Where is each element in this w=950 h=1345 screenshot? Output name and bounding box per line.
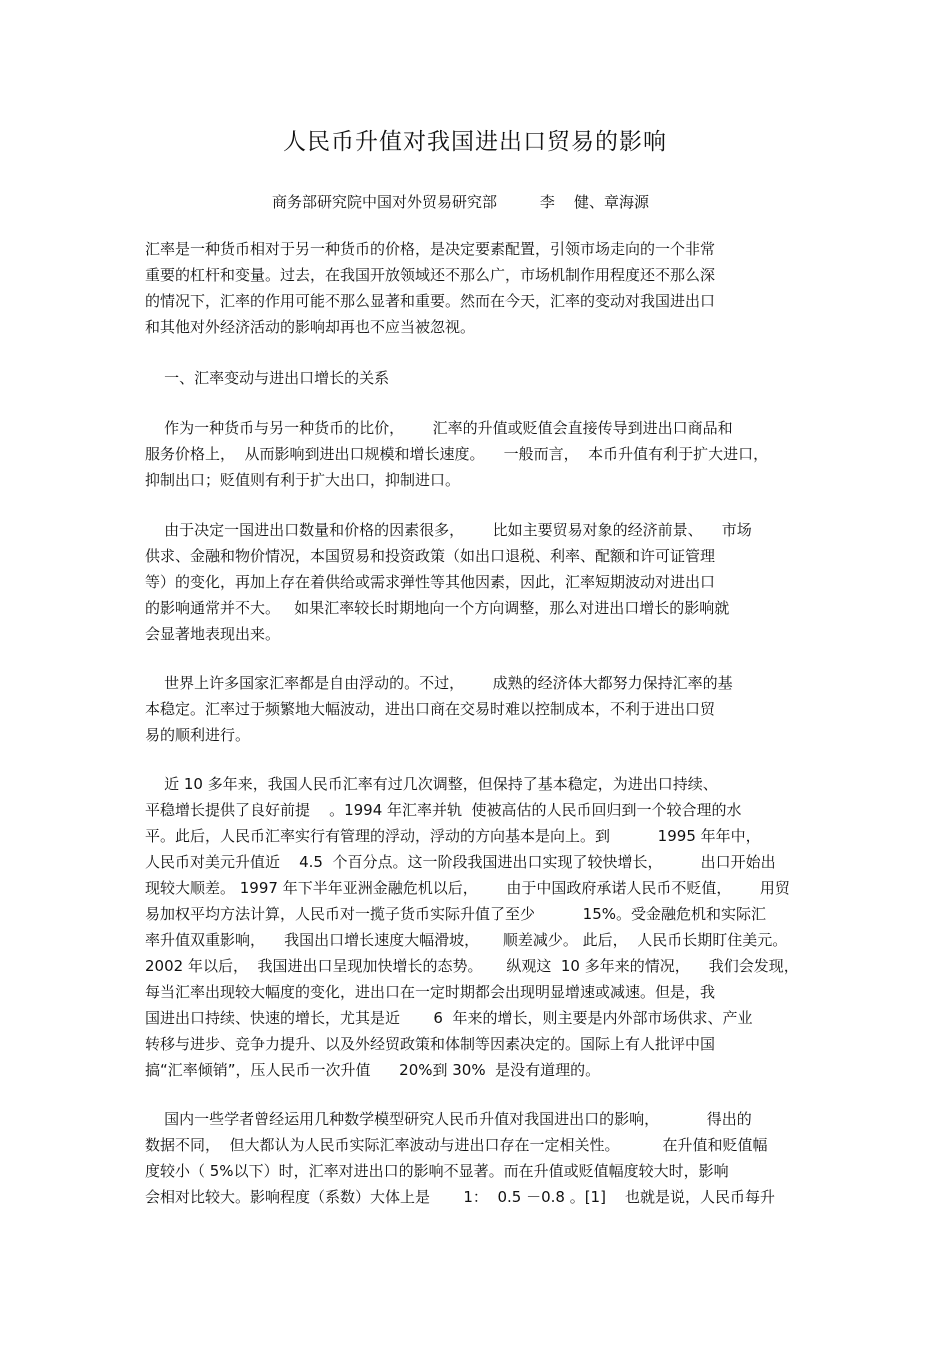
body-line: 会相对比较大。影响程度（系数）大体上是 1： 0.5 －0.8 。[1] 也就是说，人民币每升 <box>145 1188 776 1206</box>
byline: 商务部研究院中国对外贸易研究部 李 健、章海源 <box>272 193 649 211</box>
body-line: 国进出口持续、快速的增长，尤其是近 6 年来的增长，则主要是内外部市场供求、产业 <box>145 1009 753 1027</box>
body-line: 国内一些学者曾经运用几种数学模型研究人民币升值对我国进出口的影响， 得出的 <box>145 1110 752 1128</box>
body-line: 会显著地表现出来。 <box>145 625 281 643</box>
body-line: 现较大顺差。 1997 年下半年亚洲金融危机以后， 由于中国政府承诺人民币不贬值， 用贸 <box>145 879 790 897</box>
body-line: 世界上许多国家汇率都是自由浮动的。不过， 成熟的经济体大都努力保持汇率的基 <box>145 674 733 692</box>
body-line: 重要的杠杆和变量。过去，在我国开放领域还不那么广，市场机制作用程度还不那么深 <box>145 266 716 284</box>
body-line: 和其他对外经济活动的影响却再也不应当被忽视。 <box>145 318 476 336</box>
body-line: 一、汇率变动与进出口增长的关系 <box>145 369 390 387</box>
body-line: 数据不同， 但大都认为人民币实际汇率波动与进出口存在一定相关性。 在升值和贬值幅 <box>145 1136 768 1154</box>
body-line: 抑制出口；贬值则有利于扩大出口，抑制进口。 <box>145 471 461 489</box>
body-line: 易的顺利进行。 <box>145 726 251 744</box>
body-line: 率升值双重影响， 我国出口增长速度大幅滑坡， 顺差减少。 此后， 人民币长期盯住美元。 <box>145 931 788 949</box>
body-line: 的情况下，汇率的作用可能不那么显著和重要。然而在今天，汇率的变动对我国进出口 <box>145 292 716 310</box>
body-line: 平稳增长提供了良好前提 。1994 年汇率并轨 使被高估的人民币回归到一个较合理的水 <box>145 801 742 819</box>
body-line: 近 10 多年来，我国人民币汇率有过几次调整，但保持了基本稳定，为进出口持续、 <box>145 775 718 793</box>
body-line: 转移与进步、竞争力提升、以及外经贸政策和体制等因素决定的。国际上有人批评中国 <box>145 1035 716 1053</box>
page-title: 人民币升值对我国进出口贸易的影响 <box>283 129 667 155</box>
body-line: 度较小（ 5%以下）时，汇率对进出口的影响不显著。而在升值或贬值幅度较大时，影响 <box>145 1162 729 1180</box>
body-line: 每当汇率出现较大幅度的变化，进出口在一定时期都会出现明显增速或减速。但是，我 <box>145 983 716 1001</box>
body-line: 的影响通常并不大。 如果汇率较长时期地向一个方向调整，那么对进出口增长的影响就 <box>145 599 730 617</box>
body-line: 由于决定一国进出口数量和价格的因素很多， 比如主要贸易对象的经济前景、 市场 <box>145 521 752 539</box>
body-line: 本稳定。汇率过于频繁地大幅波动，进出口商在交易时难以控制成本，不利于进出口贸 <box>145 700 716 718</box>
body-line: 平。此后，人民币汇率实行有管理的浮动，浮动的方向基本是向上。到 1995 年年中， <box>145 827 761 845</box>
body-line: 易加权平均方法计算，人民币对一揽子货币实际升值了至少 15%。受金融危机和实际汇 <box>145 905 767 923</box>
body-line: 供求、金融和物价情况，本国贸易和投资政策（如出口退税、利率、配额和许可证管理 <box>145 547 716 565</box>
body-line: 作为一种货币与另一种货币的比价， 汇率的升值或贬值会直接传导到进出口商品和 <box>145 419 733 437</box>
body-line: 汇率是一种货币相对于另一种货币的价格，是决定要素配置，引领市场走向的一个非常 <box>145 240 716 258</box>
body-line: 人民币对美元升值近 4.5 个百分点。这一阶段我国进出口实现了较快增长， 出口开始出 <box>145 853 776 871</box>
body-line: 服务价格上， 从而影响到进出口规模和增长速度。 一般而言， 本币升值有利于扩大进口， <box>145 445 769 463</box>
body-line: 等）的变化，再加上存在着供给或需求弹性等其他因素，因此，汇率短期波动对进出口 <box>145 573 716 591</box>
body-line: 2002 年以后， 我国进出口呈现加快增长的态势。 纵观这 10 多年来的情况， 我们会发现， <box>145 957 799 975</box>
body-line: 搞“汇率倾销”，压人民币一次升值 20%到 30% 是没有道理的。 <box>145 1061 601 1079</box>
